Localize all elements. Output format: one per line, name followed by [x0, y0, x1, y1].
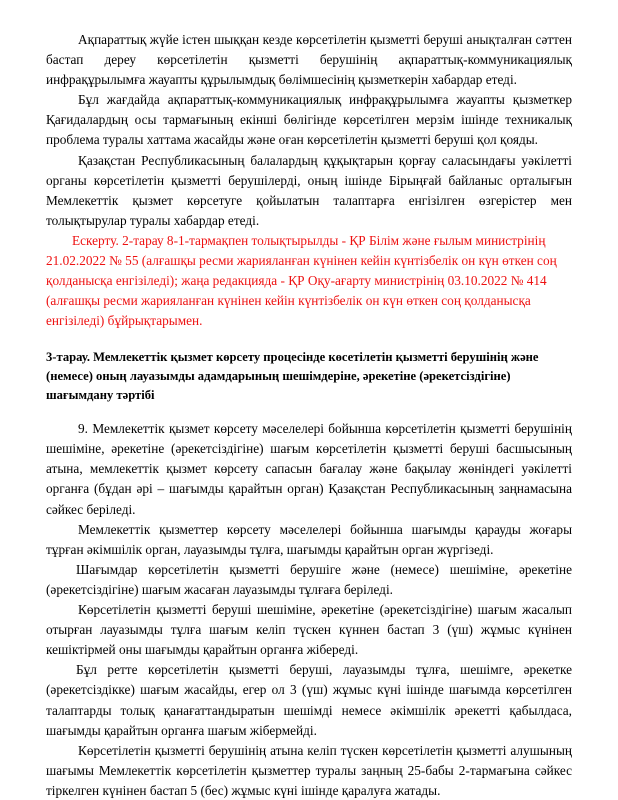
paragraph-ict-infrastructure-employee: Бұл жағдайда ақпараттық-коммуникациялық инфрақұрылымға жауапты қызметкер Қағидалардың осы тармағының екінші бөлігінде көрсетілген мерзім ішінде техникалық проблема туралы хаттама жасайды және оған көрсетілетін қызметті беруші қол қояды. — [46, 92, 572, 148]
paragraph-complaint-review-authority: Мемлекеттік қызметтер көрсету мәселелері бойынша шағымды қарауды жоғары тұрған әкімшілік орган, лауазымды тұлға, шағымды қарайтын орган жүргізеді. — [46, 521, 572, 557]
document-content — [46, 30, 572, 800]
heading-spacer — [46, 404, 572, 419]
paragraph-information-system-failure: Ақпараттық жүйе істен шыққан кезде көрсетілетін қызметті беруші анықталған сәттен бастап дереу көрсетілетін қызметті берушінің ақпараттық-коммуникациялық инфрақұрылымға жауапты құрылымдық бөлімшесінің қызметкерін хабардар етеді. — [46, 32, 572, 88]
paragraph-childrens-rights-authority: Қазақстан Республикасының балалардың құқықтарын қорғау саласындағы уәкілетті органы көрсетілетін қызметті берушілерді, оның ішінде Бірыңғай байланыс орталығын Мемлекеттік қызмет көрсетуге қойылатын талаптарға енгізілген өзгерістер мен толықтырулар туралы хабардар етеді. — [46, 152, 572, 228]
paragraph-complaints-addressed-to: Шағымдар көрсетілетін қызметті берушіге және (немесе) шешіміне, әрекетіне (әрекетсіздігіне) шағым жасаған лауазымды тұлғаға беріледі. — [46, 561, 572, 597]
paragraph-9-complaint-submission: 9. Мемлекеттік қызмет көрсету мәселелері бойынша көрсетілетін қызметті берушінің шешіміне, әрекетіне (әрекетсіздігіне) шағым көрсетілетін қызметті беруші басшысының атына, мемлекеттік қызмет көрсету сапасын бағалау және бақылау жөніндегі уәкілетті органға (бұдан әрі – шағымды қарайтын орган) Қазақстан Республикасының заңнамасына сәйкес беріледі. — [46, 421, 572, 517]
paragraph-three-working-days-forward: Көрсетілетін қызметті беруші шешіміне, әрекетіне (әрекетсіздігіне) шағым жасалып отырған лауазымды тұлға шағым келіп түскен күннен бастап 3 (үш) жұмыс күнінен кешіктірмей оны шағымды қарайтын органға жібереді. — [46, 602, 572, 658]
paragraph-no-forward-if-satisfied: Бұл ретте көрсетілетін қызметті беруші, лауазымды тұлға, шешімге, әрекетке (әрекетсіздікке) шағым жасайды, егер ол 3 (үш) жұмыс күні ішінде шағымда көрсетілген талаптарды толық қанағаттандыратын шешімді немесе әкімшілік әрекетті қабылдаса, шағымды қарайтын органға шағым жібермейді. — [46, 662, 572, 738]
amendment-note: Ескерту. 2-тарау 8-1-тармақпен толықтырылды - ҚР Білім және ғылым министрінің 21.02.2022 № 55 (алғашқы ресми жарияланған күнінен кейін күнтізбелік он күн өткен соң қолданысқа енгізіледі); жаңа редакцияда - ҚР Оқу-ағарту министрінің 03.10.2022 № 414 (алғашқы ресми жарияланған күнінен кейін күнтізбелік он күн өткен соң қолданысқа енгізіледі) бұйрықтарымен. — [46, 232, 557, 329]
section-heading-chapter-3: 3-тарау. Мемлекеттік қызмет көрсету процесінде көсетілетін қызметті берушінің және (немесе) оның лауазымды адамдарының шешімдеріне, әрекетіне (әрекетсіздігіне) шағымдану тәртібі — [46, 350, 539, 402]
paragraph-five-working-days-review: Көрсетілетін қызметті берушінің атына келіп түскен көрсетілетін қызметті алушының шағымы Мемлекеттік көрсетілетін қызметтер туралы заңның 25-бабы 2-тармағына сәйкес тіркелген күнінен бастап 5 (бес) жұмыс күні ішінде қаралуға жатады. — [46, 742, 572, 798]
